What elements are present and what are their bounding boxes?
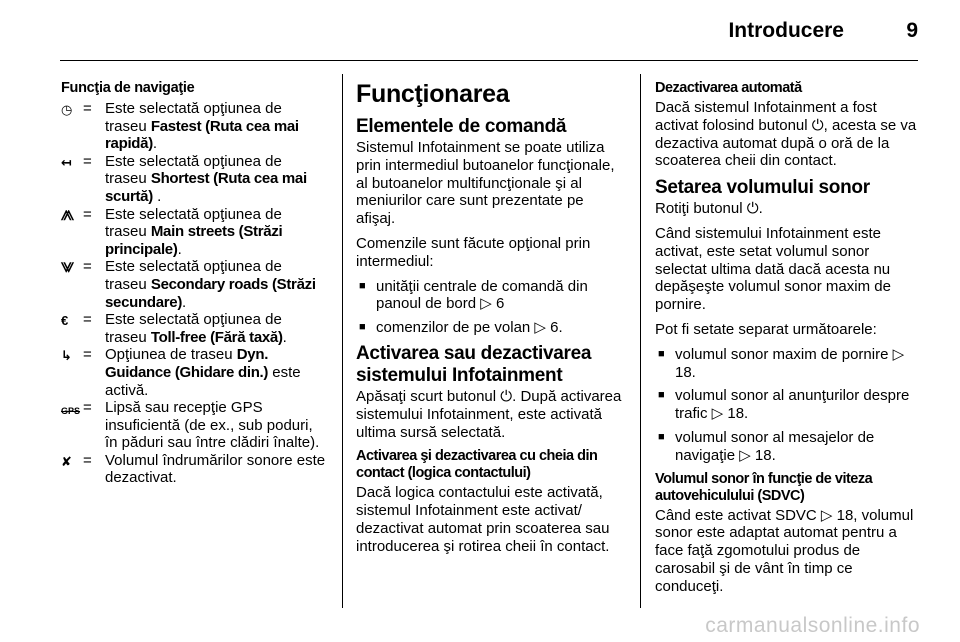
bullet-list — [356, 278, 626, 337]
heading-auto-deactivation: Dezactivarea automată — [655, 80, 802, 96]
definition-text: Lipsă sau recepţie GPS insuficientă (de ex., sub poduri, în păduri sau între clădiri înalte). — [105, 399, 320, 452]
page-title: Introducere — [728, 19, 844, 42]
definition-row — [61, 100, 327, 153]
equals-sign: = — [83, 451, 92, 469]
paragraph: Dacă logica contactului este activată, sistemul Infotainment este activat/ dezactivat automat prin scoaterea sau introducerea şi rotirea cheii în contact. — [356, 484, 610, 555]
definition-text: Este selectată opţiunea de traseu Secondary roads (Străzi secundare). — [105, 258, 316, 311]
toll-free-icon: € — [61, 313, 69, 329]
equals-sign: = — [83, 100, 92, 117]
heading-functionarea: Funcţionarea — [356, 80, 510, 108]
dyn-guidance-icon: ↳ — [61, 348, 72, 364]
definition-row — [61, 258, 327, 311]
watermark: carmanualsonline.info — [705, 614, 920, 637]
heading-activation: Activarea sau dezactivarea sistemului Infotainment — [356, 342, 592, 386]
list-item: ■ comenzilor de pe volan ▷ 6. — [356, 319, 626, 337]
definition-row — [61, 346, 327, 399]
paragraph: Dacă sistemul Infotainment a fost activat folosind butonul ⏻, acesta se va dezactiva automat după o oră de la scoaterea cheii din contact. — [655, 99, 917, 170]
equals-sign: = — [83, 152, 92, 170]
paragraph: Rotiţi butonul ⏻. — [655, 200, 763, 218]
definition-text: Opţiunea de traseu Dyn. Guidance (Ghidare din.) este activă. — [105, 346, 301, 399]
heading-ignition-logic: Activarea şi dezactivarea cu cheia din contact (logica contactului) — [356, 448, 598, 482]
heading-volume-setting: Setarea volumului sonor — [655, 177, 870, 199]
definition-text: Este selectată opţiunea de traseu Toll-free (Fără taxă). — [105, 311, 287, 346]
paragraph: Pot fi setate separat următoarele: — [655, 320, 877, 338]
paragraph: Comenzile sunt făcute opţional prin intermediul: — [356, 234, 591, 270]
equals-sign: = — [83, 205, 92, 223]
definition-row — [61, 153, 327, 206]
definition-row — [61, 311, 327, 346]
definition-row — [61, 399, 327, 452]
list-item: ■ volumul sonor maxim de pornire ▷ 18. — [655, 346, 923, 382]
definition-text: Este selectată opţiunea de traseu Fastest (Ruta cea mai rapidă). — [105, 100, 299, 153]
list-item: ■ unităţii centrale de comandă din panoul de bord ▷ 6 — [356, 278, 626, 314]
header-divider — [60, 60, 918, 61]
column-divider-2 — [640, 74, 641, 608]
paragraph: Când sistemului Infotainment este activat, este setat volumul sonor selectat ultima dată dacă acesta nu depăşeşte volumul sonor maxim de pornire. — [655, 224, 891, 314]
secondary-roads-icon: ⨈ — [61, 260, 74, 276]
no-gps-icon: GPS — [61, 406, 81, 417]
equals-sign: = — [83, 258, 92, 276]
equals-sign: = — [83, 311, 92, 329]
equals-sign: = — [83, 399, 92, 417]
column-operation — [356, 80, 626, 563]
definition-row — [61, 452, 327, 487]
column-volume — [655, 80, 923, 603]
main-streets-icon: ⨇ — [61, 207, 74, 223]
list-item: ■ volumul sonor al mesajelor de navigaţie ▷ 18. — [655, 429, 923, 465]
muted-volume-icon: ✘ — [61, 453, 72, 469]
paragraph: Apăsaţi scurt butonul ⏻. După activarea sistemului Infotainment, este activată ultima sursă selectată. — [356, 387, 622, 441]
page-header — [0, 0, 960, 56]
definition-row — [61, 206, 327, 259]
column-divider-1 — [342, 74, 343, 608]
definition-text: Volumul îndrumărilor sonore este dezactivat. — [105, 451, 326, 487]
heading-sdvc: Volumul sonor în funcţie de viteza autovehiculului (SDVC) — [655, 470, 873, 504]
paragraph: Sistemul Infotainment se poate utiliza prin intermediul butoanelor funcţionale, al butoanelor multifuncţionale şi al meniurilor care sunt prezentate pe afişaj. — [356, 139, 615, 228]
heading-control-elements: Elementele de comandă — [356, 116, 567, 137]
fastest-route-icon: ◷ — [61, 102, 73, 117]
list-item: ■ volumul sonor al anunţurilor despre trafic ▷ 18. — [655, 387, 923, 423]
column-navigation-icons — [61, 80, 327, 487]
equals-sign: = — [83, 346, 92, 364]
definition-text: Este selectată opţiunea de traseu Main streets (Străzi principale). — [105, 205, 283, 258]
icon-definition-list — [61, 100, 327, 487]
page-number: 9 — [906, 19, 918, 42]
definition-text: Este selectată opţiunea de traseu Shortest (Ruta cea mai scurtă) . — [105, 152, 307, 205]
section-title-navigation: Funcţia de navigaţie — [61, 80, 195, 96]
bullet-list — [655, 346, 923, 465]
paragraph: Când este activat SDVC ▷ 18, volumul sonor este adaptat automat pentru a face faţă zgomotului produs de carosabil şi de vânt în timp ce conduceţi. — [655, 506, 914, 595]
shortest-route-icon: ↤ — [61, 154, 72, 170]
